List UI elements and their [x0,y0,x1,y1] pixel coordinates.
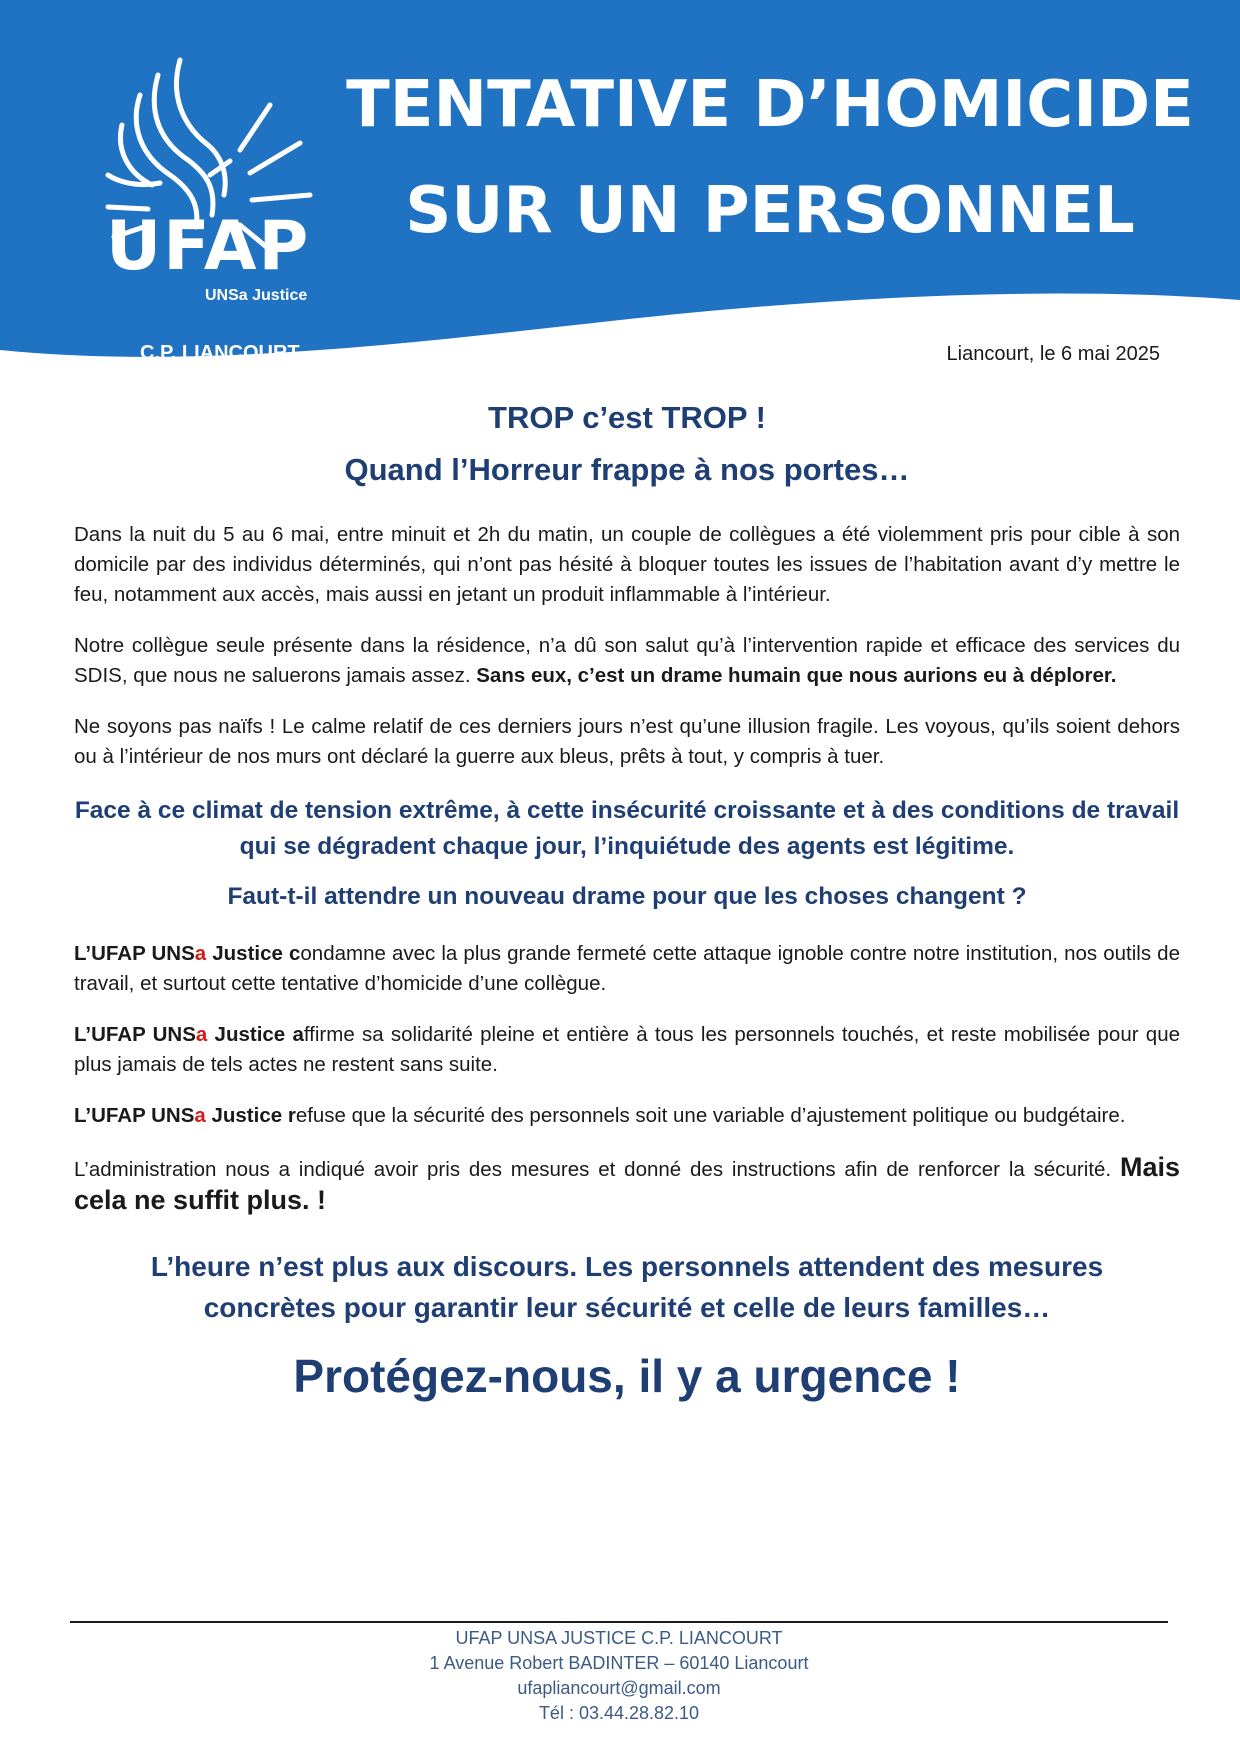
condemn-text: ondamne avec la plus grande fermeté cette attaque ignoble contre notre institution, nos outils de travail, et surtout cette tentative d’homicide d’une collègue. [74,942,1180,995]
union-name: L’UFAP UNSa Justice r [74,1104,296,1127]
document-date: Liancourt, le 6 mai 2025 [946,343,1160,365]
closing-line-2: concrètes pour garantir leur sécurité et celle de leurs familles… [203,1292,1051,1323]
footer [70,1626,1168,1726]
site-name: C.P. LIANCOURT [140,342,300,364]
solidarity-text: ffirme sa solidarité pleine et entière à tous les personnels touchés, et reste mobilisée pour que plus jamais de tels actes ne restent sans suite. [74,1023,1180,1076]
call-to-action: Protégez-nous, il y a urgence ! [293,1350,961,1402]
rescue-text: Notre collègue seule présente dans la résidence, n’a dû son salut qu’à l’intervention rapide et efficace des services du SDIS, que nous ne saluerons jamais assez. [74,634,1180,687]
logo-wordmark: UFAP [106,207,311,286]
page-title [340,52,1200,264]
union-name: L’UFAP UNSa Justice a [74,1023,304,1046]
paragraph-incident: Dans la nuit du 5 au 6 mai, entre minuit et 2h du matin, un couple de collègues a été violemment pris pour cible à son domicile par des individus déterminés, qui n’ont pas hésité à bloquer toutes les issues de l’habitation avant d’y mettre le feu, notamment aux accès, mais aussi en jetant un produit inflammable à l’intérieur. [74,523,1180,606]
headline-line-2: Quand l’Horreur frappe à nos portes… [344,452,910,487]
title-line-2: SUR UN PERSONNEL [405,174,1135,248]
footer-org: UFAP UNSA JUSTICE C.P. LIANCOURT [455,1628,783,1648]
headline [74,392,1180,496]
footer-divider [70,1621,1168,1623]
footer-email[interactable]: ufapliancourt@gmail.com [517,1678,721,1698]
closing-statement [74,1246,1180,1328]
administration-big-text: Mais cela ne suffit plus. ! [74,1152,1180,1215]
paragraph-warning: Ne soyons pas naïfs ! Le calme relatif de ces derniers jours n’est qu’une illusion fragile. Les voyous, qu’ils soient dehors ou à l’intérieur de nos murs ont déclaré la guerre aux bleus, prêts à tout, y compris à tuer. [74,715,1180,768]
logo-subtitle: UNSa Justice [205,287,308,304]
union-statement-solidarity [74,1020,1180,1080]
union-statement-refuse [74,1101,1180,1131]
rescue-bold-text: Sans eux, c’est un drame humain que nous aurions eu à déplorer. [476,664,1117,687]
headline-line-1: TROP c’est TROP ! [488,400,766,435]
emphasis-question: Faut-t-il attendre un nouveau drame pour que les choses changent ? [227,883,1027,910]
refuse-text: efuse que la sécurité des personnels soit une variable d’ajustement politique ou budgétaire. [295,1104,1126,1127]
paragraph-rescue [74,631,1180,691]
header-banner [0,0,1240,380]
union-name: L’UFAP UNSa Justice c [74,942,301,965]
emphasis-climate: Face à ce climat de tension extrême, à cette insécurité croissante et à des conditions de travail qui se dégradent chaque jour, l’inquiétude des agents est légitime. [74,797,1180,860]
union-statement-condemn [74,939,1180,999]
paragraph-administration [74,1152,1180,1218]
administration-text: L’administration nous a indiqué avoir pris des mesures et donné des instructions afin de renforcer la sécurité. [74,1158,1112,1181]
title-line-1: TENTATIVE D’HOMICIDE [346,68,1194,142]
closing-line-1: L’heure n’est plus aux discours. Les personnels attendent des mesures [150,1251,1104,1282]
document-body [74,392,1180,1406]
footer-phone: Tél : 03.44.28.82.10 [538,1703,700,1723]
footer-address: 1 Avenue Robert BADINTER – 60140 Liancourt [429,1653,809,1673]
